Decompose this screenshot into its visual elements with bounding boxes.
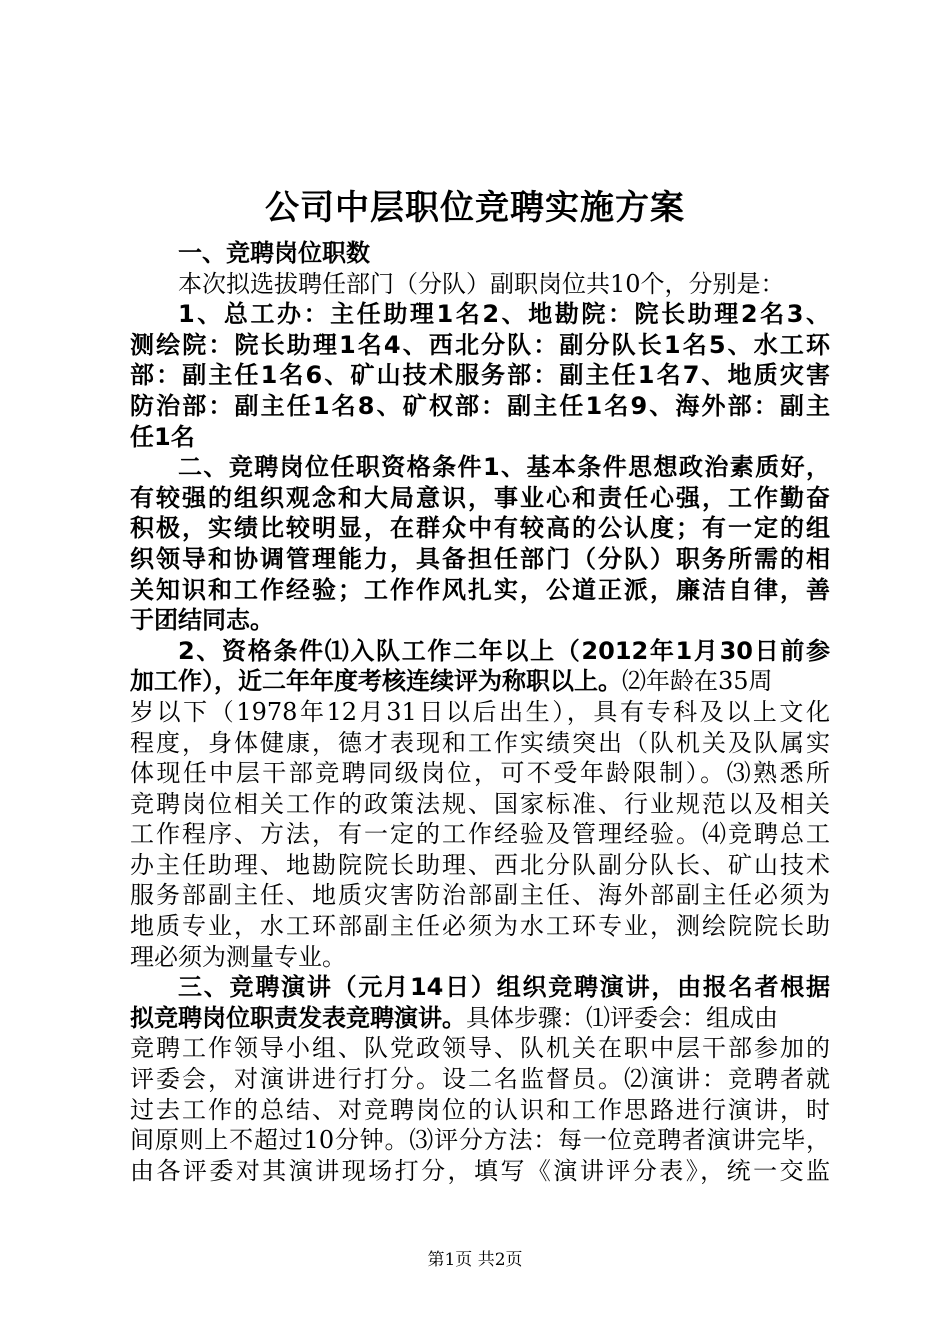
paragraph-line: 2、资格条件⑴入队工作二年以上（2012年1月30日前参 bbox=[178, 636, 830, 665]
paragraph-line: 织领导和协调管理能力，具备担任部门（分队）职务所需的相 bbox=[130, 544, 830, 573]
paragraph-line: 测绘院：院长助理1名4、西北分队：副分队长1名5、水工环 bbox=[130, 330, 830, 359]
paragraph-line: 由各评委对其演讲现场打分，填写《演讲评分表》，统一交监 bbox=[130, 1156, 830, 1185]
paragraph-line: 工作程序、方法，有一定的工作经验及管理经验。⑷竞聘总工 bbox=[130, 820, 830, 849]
paragraph-line: 理必须为测量专业。 bbox=[130, 942, 346, 971]
document-body bbox=[130, 238, 830, 1186]
paragraph-fragment: 拟竞聘岗位职责发表竞聘演讲。 bbox=[130, 1003, 466, 1032]
paragraph-line: 过去工作的总结、对竞聘岗位的认识和工作思路进行演讲，时 bbox=[130, 1095, 830, 1124]
paragraph-line: 部：副主任1名6、矿山技术服务部：副主任1名7、地质灾害 bbox=[130, 361, 830, 390]
paragraph-line: 办主任助理、地勘院院长助理、西北分队副分队长、矿山技术 bbox=[130, 850, 830, 879]
paragraph-line-mixed bbox=[130, 1003, 830, 1034]
paragraph-line: 程度，身体健康，德才表现和工作实绩突出（队机关及队属实 bbox=[130, 728, 830, 757]
paragraph-line: 竞聘岗位相关工作的政策法规、国家标准、行业规范以及相关 bbox=[130, 789, 830, 818]
paragraph-line: 体现任中层干部竞聘同级岗位，可不受年龄限制）。⑶熟悉所 bbox=[130, 759, 830, 788]
paragraph-line: 积极，实绩比较明显，在群众中有较高的公认度；有一定的组 bbox=[130, 514, 830, 543]
paragraph-fragment: 加工作），近二年年度考核连续评为称职以上。 bbox=[130, 667, 622, 696]
page-footer: 第1页 共2页 bbox=[427, 1250, 523, 1270]
paragraph-line-mixed bbox=[130, 666, 830, 697]
paragraph-line: 于团结同志。 bbox=[130, 606, 274, 635]
paragraph-line: 1、总工办：主任助理1名2、地勘院：院长助理2名3、 bbox=[178, 300, 830, 329]
paragraph-line: 服务部副主任、地质灾害防治部副主任、海外部副主任必须为 bbox=[130, 881, 830, 910]
section-heading-3: 三、竞聘演讲（元月14日）组织竞聘演讲，由报名者根据 bbox=[178, 973, 830, 1002]
paragraph-line: 任1名 bbox=[130, 422, 195, 451]
document-title: 公司中层职位竞聘实施方案 bbox=[265, 188, 685, 228]
paragraph-line: 有较强的组织观念和大局意识，事业心和责任心强，工作勤奋 bbox=[130, 483, 830, 512]
section-heading-2: 二、竞聘岗位任职资格条件1、基本条件思想政治素质好， bbox=[178, 453, 830, 482]
paragraph-line: 竞聘工作领导小组、队党政领导、队机关在职中层干部参加的 bbox=[130, 1034, 830, 1063]
paragraph-line: 评委会，对演讲进行打分。设二名监督员。⑵演讲：竞聘者就 bbox=[130, 1065, 830, 1094]
paragraph-line: 岁以下（1978年12月31日以后出生），具有专科及以上文化 bbox=[130, 697, 830, 726]
paragraph-line: 防治部：副主任1名8、矿权部：副主任1名9、海外部：副主 bbox=[130, 391, 830, 420]
paragraph-line: 地质专业，水工环部副主任必须为水工环专业，测绘院院长助 bbox=[130, 912, 830, 941]
paragraph-fragment: ⑵年龄在35周 bbox=[622, 667, 773, 696]
paragraph-line: 间原则上不超过10分钟。⑶评分方法：每一位竞聘者演讲完毕， bbox=[130, 1126, 830, 1155]
paragraph-line: 本次拟选拔聘任部门（分队）副职岗位共10个，分别是： bbox=[178, 269, 785, 298]
paragraph-fragment: 具体步骤：⑴评委会：组成由 bbox=[466, 1003, 778, 1032]
section-heading-1: 一、竞聘岗位职数 bbox=[178, 239, 370, 267]
paragraph-line: 关知识和工作经验；工作作风扎实，公道正派，廉洁自律，善 bbox=[130, 575, 830, 604]
